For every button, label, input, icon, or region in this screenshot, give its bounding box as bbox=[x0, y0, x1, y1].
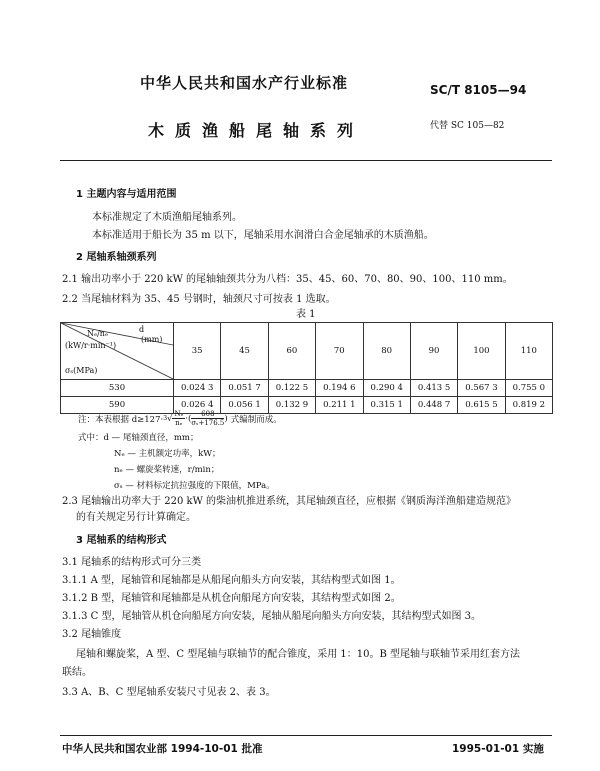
frac-ne: Nₑ bbox=[174, 410, 184, 418]
radical-index: 3 bbox=[163, 415, 168, 422]
table-cell: 0.024 3 bbox=[174, 380, 221, 397]
table-cell: 0.056 1 bbox=[221, 397, 268, 414]
table-cell: 0.615 5 bbox=[458, 397, 505, 414]
col-head: 90 bbox=[410, 323, 457, 380]
col-head: 70 bbox=[316, 323, 363, 380]
table-cell: 0.448 7 bbox=[410, 397, 457, 414]
col-head: 35 bbox=[174, 323, 221, 380]
table-header-row bbox=[61, 323, 553, 380]
replaces-note: 代替 SC 105—82 bbox=[430, 121, 505, 131]
col-head: 80 bbox=[363, 323, 410, 380]
clause-3-2-para-2: 联结。 bbox=[62, 667, 92, 678]
table-cell: 0.290 4 bbox=[363, 380, 410, 397]
table-cell: 0.315 1 bbox=[363, 397, 410, 414]
clause-2-2: 2.2 当尾轴材料为 35、45 号钢时，轴颈尺寸可按表 1 选取。 bbox=[62, 294, 336, 305]
table-cell: 0.194 6 bbox=[316, 380, 363, 397]
clause-3-1: 3.1 尾轴系的结构形式可分三类 bbox=[62, 557, 202, 568]
multiply-dot: ·( bbox=[185, 413, 192, 424]
section-1-para-1: 本标准规定了木质渔船尾轴系列。 bbox=[92, 212, 242, 223]
col-head: 45 bbox=[221, 323, 268, 380]
doc-title: 木质渔船尾轴系列 bbox=[148, 121, 365, 140]
corner-d-unit: (mm) bbox=[141, 335, 163, 344]
table-cell: 0.051 7 bbox=[221, 380, 268, 397]
clause-3-1-1: 3.1.1 A 型，尾轴管和尾轴都是从船尾向船头方向安装，其结构型式如图 1。 bbox=[62, 575, 401, 586]
table-cell: 0.413 5 bbox=[410, 380, 457, 397]
table-1 bbox=[60, 322, 553, 414]
col-head: 100 bbox=[458, 323, 505, 380]
clause-3-1-3: 3.1.3 C 型，尾轴管从机仓向船尾方向安装，尾轴从船尾向船头方向安装，其结构型式如图 3。 bbox=[62, 611, 481, 622]
note-suffix: 式编制而成。 bbox=[230, 414, 282, 425]
section-1-title: 1 主题内容与适用范围 bbox=[76, 189, 177, 200]
corner-ne-unit: (kW/r·min⁻¹) bbox=[65, 341, 117, 350]
table-cell: 0.211 1 bbox=[316, 397, 363, 414]
section-1-para-2: 本标准适用于船长为 35 m 以下，尾轴采用水润滑白合金尾轴承的木质渔船。 bbox=[92, 230, 434, 241]
section-2-title: 2 尾轴系轴颈系列 bbox=[76, 252, 157, 263]
table-caption: 表 1 bbox=[296, 309, 316, 320]
table-row bbox=[61, 380, 553, 397]
radical-sign: √ bbox=[167, 413, 173, 424]
row-label: 590 bbox=[61, 397, 174, 414]
table-cell: 0.755 0 bbox=[505, 380, 552, 397]
corner-d-label: d bbox=[139, 325, 145, 334]
clause-2-1: 2.1 输出功率小于 220 kW 的尾轴轴颈共分为八档：35、45、60、70、80、90、100、110 mm。 bbox=[62, 274, 513, 285]
where-nn: nₑ — 螺旋桨转速，r/min； bbox=[114, 465, 220, 475]
section-3-title: 3 尾轴系的结构形式 bbox=[76, 535, 167, 546]
where-d: 式中：d — 尾轴颈直径，mm； bbox=[78, 433, 199, 443]
frac-nn: nₑ bbox=[175, 419, 183, 427]
frac-608: 608 bbox=[191, 410, 224, 419]
col-head: 60 bbox=[268, 323, 315, 380]
clause-3-3: 3.3 A、B、C 型尾轴系安装尺寸见表 2、表 3。 bbox=[62, 687, 276, 698]
row-label: 530 bbox=[61, 380, 174, 397]
table-cell: 0.819 2 bbox=[505, 397, 552, 414]
table-cell: 0.122 5 bbox=[268, 380, 315, 397]
corner-ne-label: Nₑ/nₑ bbox=[87, 329, 109, 338]
clause-3-2: 3.2 尾轴锥度 bbox=[62, 629, 122, 640]
table-cell: 0.132 9 bbox=[268, 397, 315, 414]
sigma-fraction bbox=[191, 410, 224, 427]
table-cell: 0.026 4 bbox=[174, 397, 221, 414]
header-rule bbox=[60, 160, 552, 161]
footer-rule bbox=[60, 735, 552, 736]
footer-issuer: 中华人民共和国农业部 1994-10-01 批准 bbox=[62, 743, 263, 755]
clause-3-2-para-1: 尾轴和螺旋桨，A 型、C 型尾轴与联轴节的配合锥度，采用 1：10。B 型尾轴与联轴节采用红套方法 bbox=[76, 649, 521, 660]
corner-sigma-label: σₛ(MPa) bbox=[65, 366, 98, 375]
table-note-formula bbox=[78, 410, 282, 427]
where-sigma: σₛ — 材料标定抗拉强度的下限值，MPa。 bbox=[114, 481, 275, 491]
where-ne: Nₑ — 主机额定功率，kW； bbox=[114, 449, 221, 459]
table-corner-cell bbox=[61, 323, 174, 380]
clause-3-1-2: 3.1.2 B 型，尾轴管和尾轴都是从机仓向船尾方向安装，其结构型式如图 2。 bbox=[62, 593, 401, 604]
standard-title: 中华人民共和国水产行业标准 bbox=[140, 74, 349, 92]
frac-sigma-den: σₛ+176.5 bbox=[191, 419, 225, 427]
clause-2-3-line-1: 2.3 尾轴输出功率大于 220 kW 的柴油机推进系统，其尾轴颈直径，应根据《钢质海洋渔船建造规范》 bbox=[62, 496, 517, 507]
close-paren: ) bbox=[224, 413, 228, 424]
note-prefix: 注：本表根据 d≥127· bbox=[78, 414, 164, 425]
standard-code: SC/T 8105—94 bbox=[430, 83, 527, 97]
clause-2-3-line-2: 的有关规定另行计算确定。 bbox=[76, 512, 196, 523]
ne-over-nn bbox=[172, 410, 185, 427]
footer-effective: 1995-01-01 实施 bbox=[452, 743, 544, 755]
table-cell: 0.567 3 bbox=[458, 380, 505, 397]
col-head: 110 bbox=[505, 323, 552, 380]
